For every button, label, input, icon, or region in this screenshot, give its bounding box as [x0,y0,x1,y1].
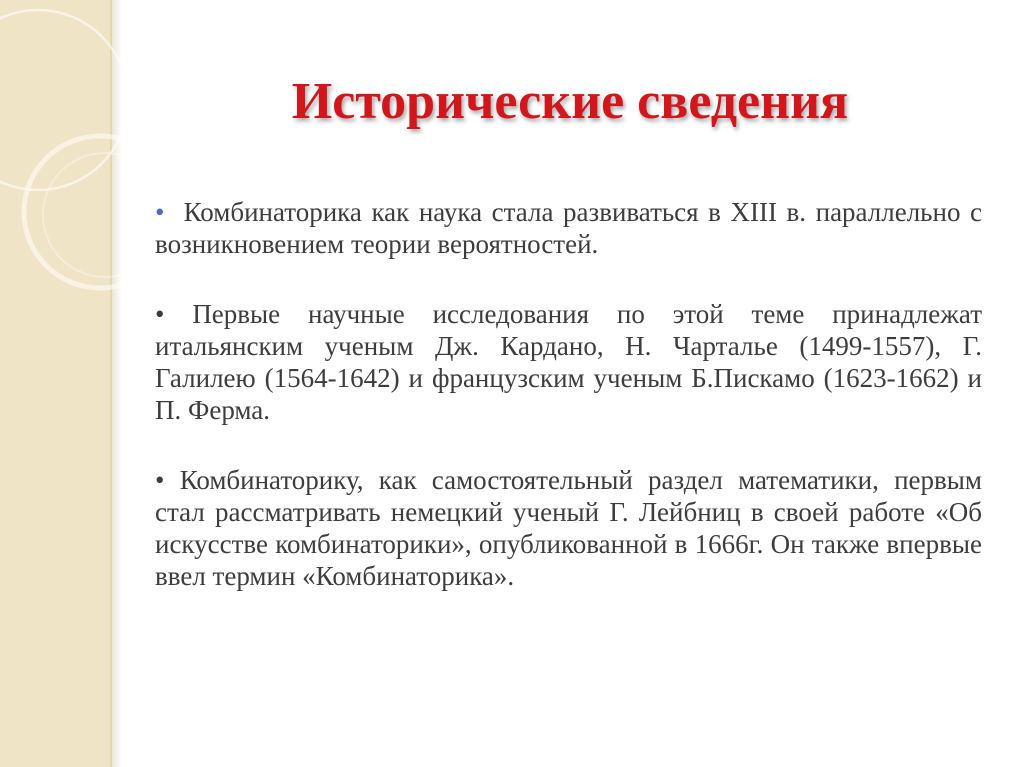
decorative-circle-large [0,10,128,190]
bullet-marker: • [155,465,165,495]
decorative-circles [0,0,130,300]
decorative-circle-inner [43,153,130,277]
paragraph-text: Комбинаторика как наука стала развиваться в XIII в. параллельно с возникновением теории вероятностей. [155,197,983,259]
paragraph-text: Комбинаторику, как самостоятельный раздел математики, первым стал рассматривать немецкий ученый Г. Лейбниц в своей работе «Об искусстве комбинаторики», опубликованной в 1666г. Он также впервые ввел термин «Комбинаторика». [155,465,982,591]
paragraph-text: Первые научные исследования по этой теме принадлежат итальянским ученым Дж. Кардано, Н. Чарталье (1499-1557), Г. Галилею (1564-1642) и французским ученым Б.Пискамо (1623-1662) и П. Ферма. [155,299,982,425]
paragraph-3 [155,464,982,592]
slide-title: Исторические сведения [291,73,849,130]
slide-content [155,196,982,630]
paragraph-2 [155,298,982,426]
bullet-marker: • [155,299,165,329]
bullet-marker: • [155,197,165,227]
paragraph-1 [155,196,982,260]
